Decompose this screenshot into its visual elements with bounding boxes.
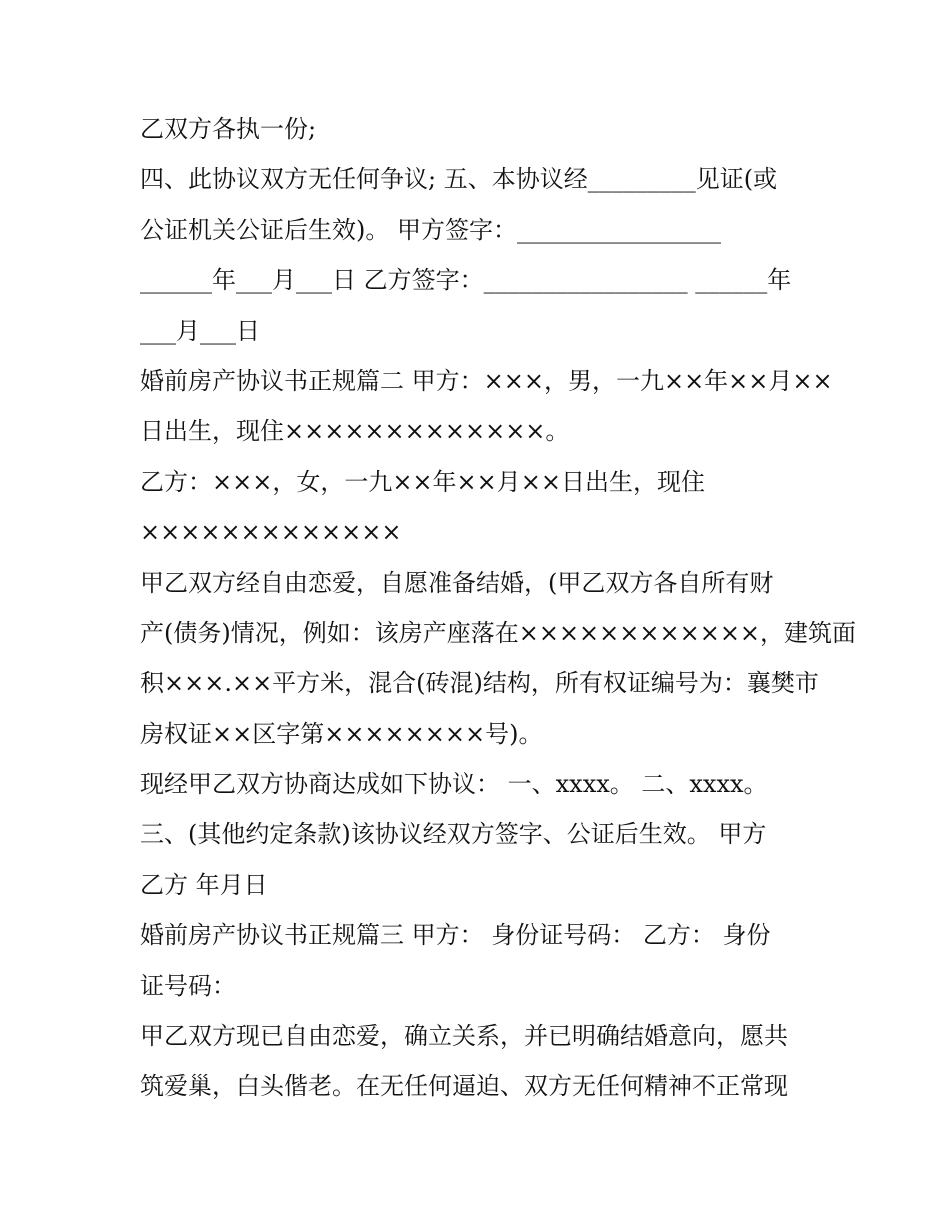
text-line: 四、此协议双方无任何争议; 五、本协议经_________见证(或 <box>140 165 778 194</box>
text-line: 甲乙双方现已自由恋爱，确立关系，并已明确结婚意向，愿共 <box>140 1022 788 1051</box>
text-line: 婚前房产协议书正规篇三 甲方： 身份证号码： 乙方： 身份 <box>140 921 771 950</box>
text-line: ___月___日 <box>140 316 260 345</box>
text-line: 证号码： <box>140 971 236 1000</box>
text-line: 乙双方各执一份; <box>140 115 317 143</box>
text-line: 甲乙双方经自由恋爱，自愿准备结婚，(甲乙双方各自所有财 <box>140 568 774 597</box>
text-line: 日出生，现住×××××××××××××。 <box>140 417 570 446</box>
text-line: 婚前房产协议书正规篇二 甲方：×××，男，一九××年××月×× <box>140 366 833 395</box>
text-line: ______年___月___日 乙方签字：_________________ ______年 <box>140 266 792 295</box>
text-line: 筑爱巢，白头偕老。在无任何逼迫、双方无任何精神不正常现 <box>140 1072 788 1101</box>
text-line: 乙方：×××，女，一九××年××月××日出生，现住 <box>140 467 705 496</box>
text-line: 三、(其他约定条款)该协议经双方签字、公证后生效。 甲方 <box>140 820 767 849</box>
text-line: 积×××.××平方米，混合(砖混)结构，所有权证编号为：襄樊市 <box>140 669 819 698</box>
text-line: 房权证××区字第××××××××号)。 <box>140 719 543 748</box>
text-line: ××××××××××××× <box>140 518 402 547</box>
text-line: 公证机关公证后生效)。 甲方签字：_________________ <box>140 215 721 244</box>
text-line: 现经甲乙双方协商达成如下协议： 一、xxxx。 二、xxxx。 <box>140 770 768 799</box>
document-body <box>140 104 857 1112</box>
text-line: 产(债务)情况，例如：该房产座落在××××××××××××，建筑面 <box>140 618 857 647</box>
text-line: 乙方 年月日 <box>140 870 268 899</box>
